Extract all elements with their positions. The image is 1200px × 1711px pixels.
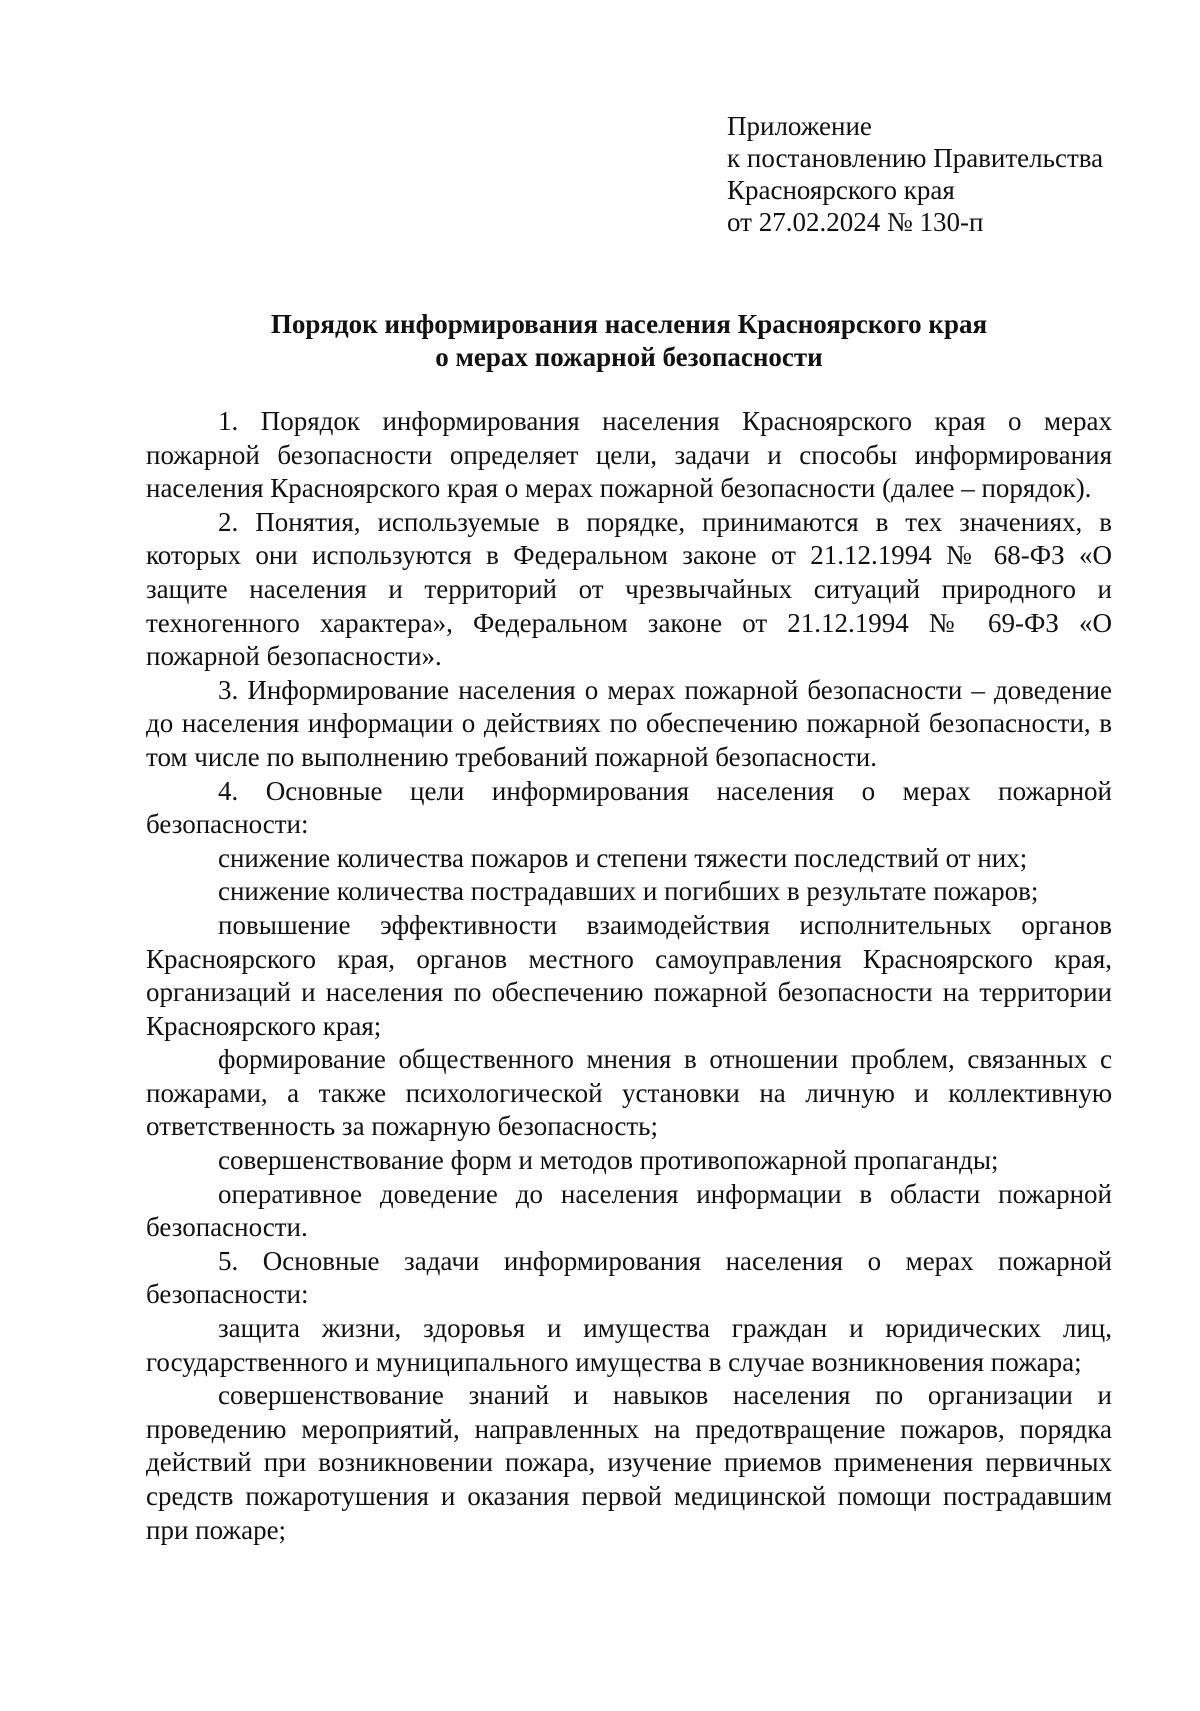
appendix-line: Приложение [727, 111, 872, 141]
paragraph-5: 5. Основные задачи информирования населения о мерах пожарной безопасности: [146, 1245, 1112, 1310]
title-line: Порядок информирования населения Красноярского края [270, 309, 988, 339]
paragraph-4: 4. Основные цели информирования населения о мерах пожарной безопасности: [146, 775, 1112, 840]
goal-item: формирование общественного мнения в отношении проблем, связанных с пожарами, а также психологической установки на личную и коллективную ответственность за пожарную безопасность; [146, 1044, 1112, 1142]
paragraph-1: 1. Порядок информирования населения Красноярского края о мерах пожарной безопасности определяет цели, задачи и способы информирования населения Красноярского края о мерах пожарной безопасности (далее – порядок). [146, 406, 1112, 504]
document-title [146, 308, 1112, 374]
task-item: защита жизни, здоровья и имущества граждан и юридических лиц, государственного и муниципального имущества в случае возникновения пожара; [146, 1313, 1112, 1377]
appendix-header [727, 110, 1167, 238]
task-item: совершенствование знаний и навыков населения по организации и проведению мероприятий, направленных на предотвращение пожаров, порядка действий при возникновении пожара, изучение приемов применения первичных средств пожаротушения и оказания первой медицинской помощи пострадавшим при пожаре; [146, 1380, 1112, 1545]
paragraph-2: 2. Понятия, используемые в порядке, принимаются в тех значениях, в которых они используются в Федеральном законе от 21.12.1994 № 68-ФЗ «О защите населения и территорий от чрезвычайных ситуаций природного и техногенного характера», Федеральном законе от 21.12.1994 № 69-ФЗ «О пожарной безопасности». [146, 506, 1112, 672]
title-line: о мерах пожарной безопасности [435, 342, 823, 372]
appendix-date-number: от 27.02.2024 № 130-п [727, 207, 984, 237]
goal-item: повышение эффективности взаимодействия исполнительных органов Красноярского края, органов местного самоуправления Красноярского края, организаций и населения по обеспечению пожарной безопасности на территории Красноярского края; [146, 909, 1112, 1041]
paragraph-3: 3. Информирование населения о мерах пожарной безопасности – доведение до населения информации о действиях по обеспечению пожарной безопасности, в том числе по выполнению требований пожарной безопасности. [146, 674, 1112, 772]
appendix-line: Красноярского края [727, 175, 955, 205]
appendix-line: к постановлению Правительства [727, 143, 1104, 173]
goal-item: оперативное доведение до населения информации в области пожарной безопасности. [146, 1178, 1112, 1243]
goal-item: снижение количества пожаров и степени тяжести последствий от них; [218, 842, 1028, 873]
goal-item: совершенствование форм и методов противопожарной пропаганды; [218, 1145, 999, 1176]
goal-item: снижение количества пострадавших и погибших в результате пожаров; [218, 876, 1039, 907]
document-body [146, 405, 1112, 1547]
